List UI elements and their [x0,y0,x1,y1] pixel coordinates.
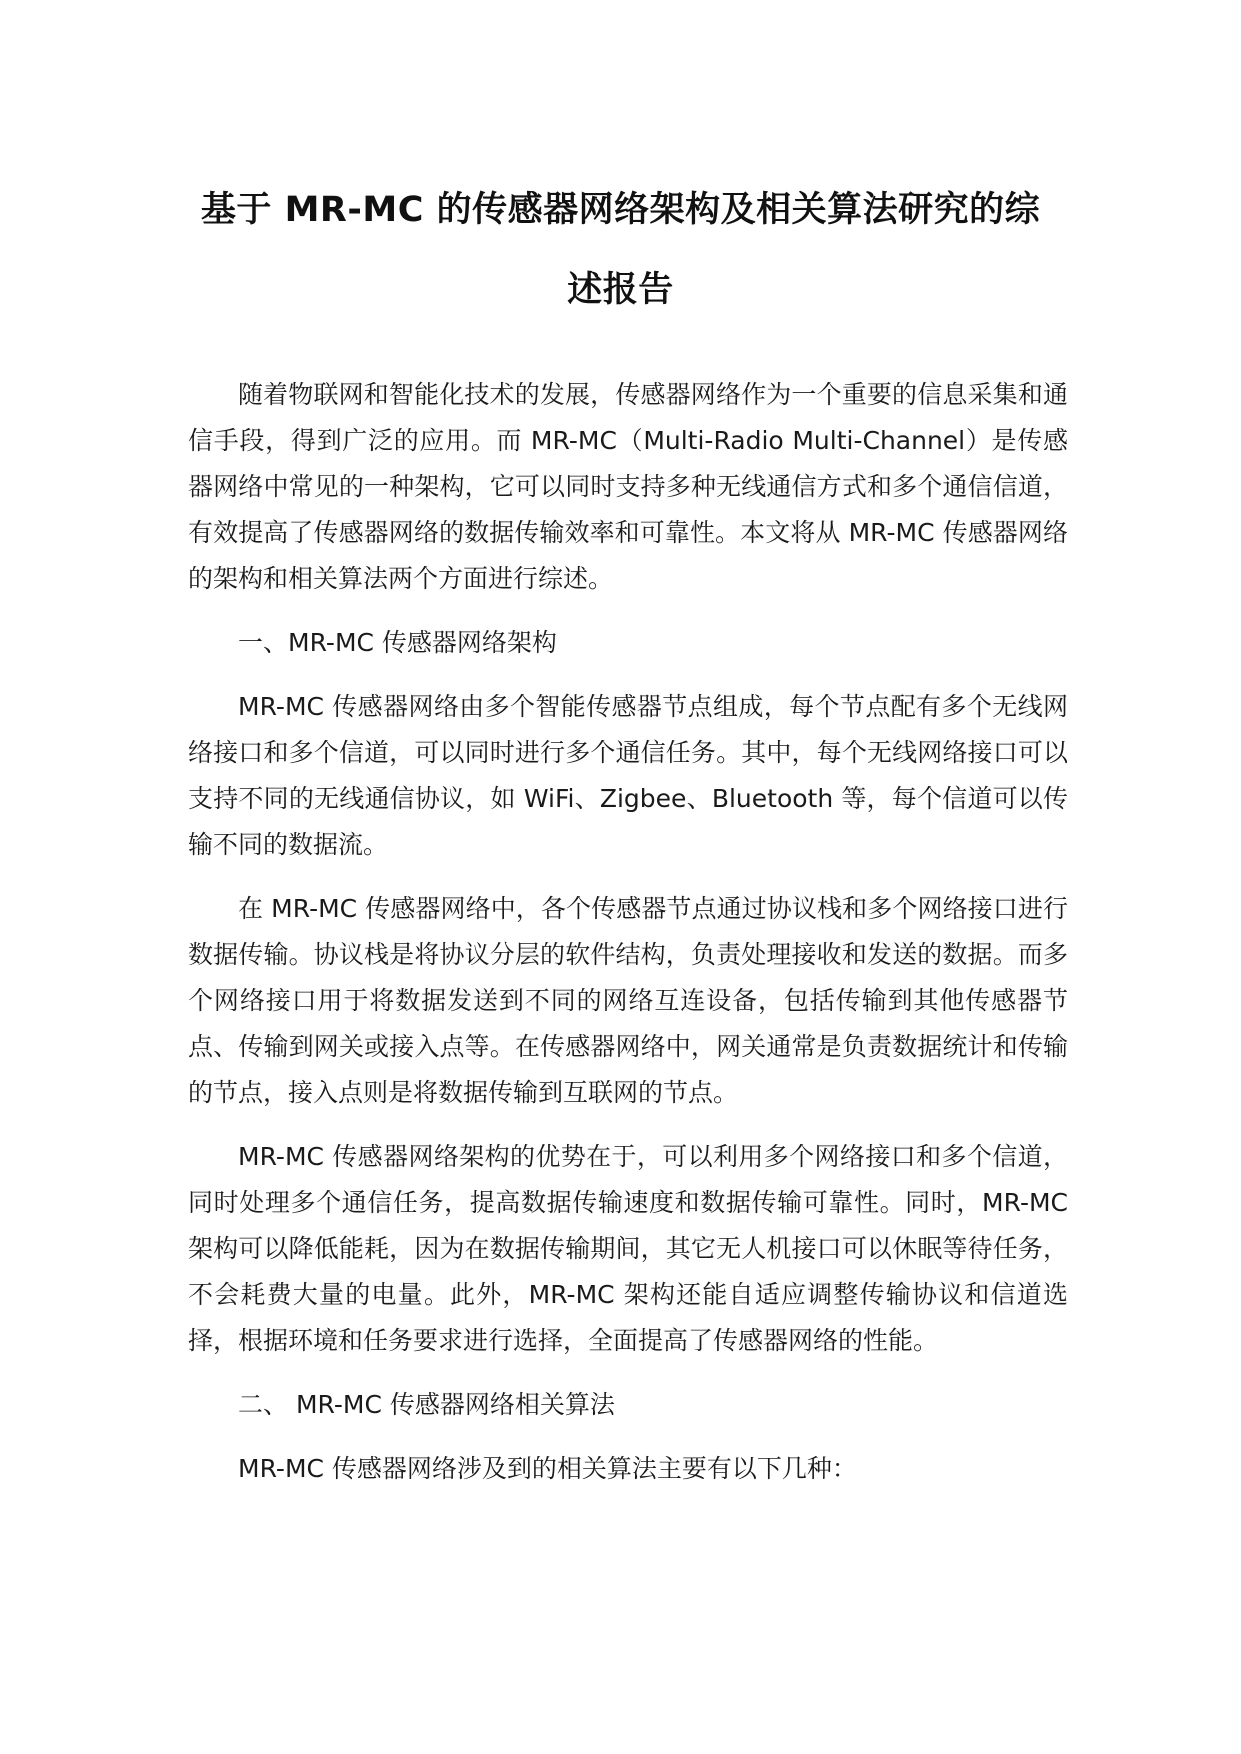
intro-paragraph: 随着物联网和智能化技术的发展，传感器网络作为一个重要的信息采集和通信手段，得到广泛的应用。而 MR-MC（Multi-Radio Multi-Channel）是传感器网络中常见的一种架构，它可以同时支持多种无线通信方式和多个通信信道，有效提高了传感器网络的数据传输效率和可靠性。本文将从 MR-MC 传感器网络的架构和相关算法两个方面进行综述。 [188,380,1068,593]
document-body [188,372,1068,1510]
body-paragraph: MR-MC 传感器网络由多个智能传感器节点组成，每个节点配有多个无线网络接口和多个信道，可以同时进行多个通信任务。其中，每个无线网络接口可以支持不同的无线通信协议，如 WiFi、Zigbee、Bluetooth 等，每个信道可以传输不同的数据流。 [188,692,1068,859]
document-title-line-1: 基于 MR-MC 的传感器网络架构及相关算法研究的综 [200,190,1041,230]
document-title-line-2: 述报告 [567,270,674,310]
section-heading-algorithms: 二、 MR-MC 传感器网络相关算法 [238,1390,615,1419]
body-paragraph: 在 MR-MC 传感器网络中，各个传感器节点通过协议栈和多个网络接口进行数据传输。协议栈是将协议分层的软件结构，负责处理接收和发送的数据。而多个网络接口用于将数据发送到不同的网络互连设备，包括传输到其他传感器节点、传输到网关或接入点等。在传感器网络中，网关通常是负责数据统计和传输的节点，接入点则是将数据传输到互联网的节点。 [188,894,1068,1107]
body-paragraph: MR-MC 传感器网络架构的优势在于，可以利用多个网络接口和多个信道，同时处理多个通信任务，提高数据传输速度和数据传输可靠性。同时，MR-MC 架构可以降低能耗，因为在数据传输期间，其它无人机接口可以休眠等待任务，不会耗费大量的电量。此外，MR-MC 架构还能自适应调整传输协议和信道选择，根据环境和任务要求进行选择，全面提高了传感器网络的性能。 [188,1142,1068,1355]
section-heading-architecture: 一、MR-MC 传感器网络架构 [238,628,557,657]
body-paragraph: MR-MC 传感器网络涉及到的相关算法主要有以下几种： [238,1454,857,1483]
